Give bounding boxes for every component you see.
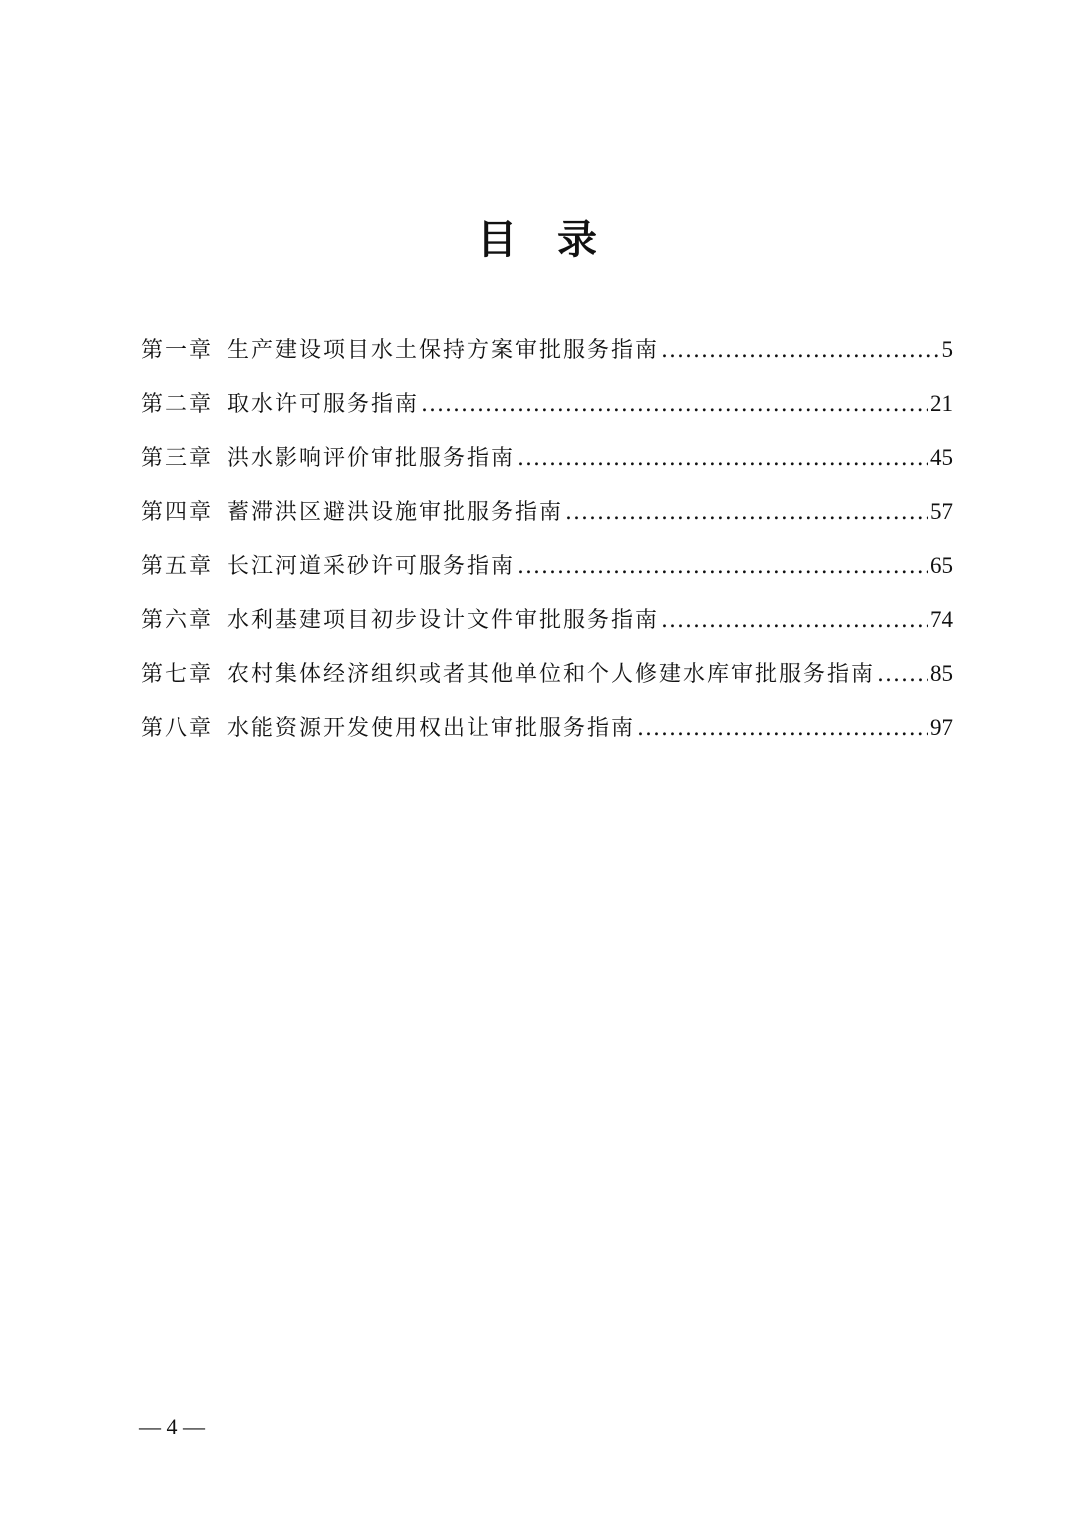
toc-entry-8[interactable] bbox=[141, 713, 953, 767]
toc-entry-4[interactable] bbox=[141, 497, 953, 551]
toc-dot-leader bbox=[661, 336, 939, 366]
toc-entry-title: 洪水影响评价审批服务指南 bbox=[227, 446, 516, 471]
toc-chapter-label: 第三章 bbox=[141, 446, 214, 471]
toc-entry-title: 农村集体经济组织或者其他单位和个人修建水库审批服务指南 bbox=[227, 662, 876, 687]
title-char-1: 目 bbox=[477, 216, 517, 263]
toc-entry-title: 水能资源开发使用权出让审批服务指南 bbox=[227, 716, 636, 741]
toc-entry-3[interactable] bbox=[141, 443, 953, 497]
toc-dot-leader bbox=[565, 498, 928, 528]
page-title bbox=[0, 212, 1074, 268]
toc-entry-2[interactable] bbox=[141, 389, 953, 443]
toc-chapter-label: 第二章 bbox=[141, 392, 214, 417]
toc-dot-leader bbox=[661, 606, 928, 636]
toc-page-number: 5 bbox=[941, 337, 953, 362]
toc-chapter-label: 第一章 bbox=[141, 338, 214, 363]
toc-entry-7[interactable] bbox=[141, 659, 953, 713]
toc-dot-leader bbox=[877, 660, 928, 690]
page-footer-number: — 4 — bbox=[139, 1414, 205, 1439]
toc-page-number: 57 bbox=[930, 499, 953, 524]
toc-entry-title: 取水许可服务指南 bbox=[227, 392, 420, 417]
toc-page-number: 85 bbox=[930, 661, 953, 686]
toc-page-number: 74 bbox=[930, 607, 953, 632]
toc-chapter-label: 第七章 bbox=[141, 662, 214, 687]
toc-dot-leader bbox=[421, 390, 928, 420]
table-of-contents bbox=[141, 335, 953, 767]
toc-chapter-label: 第八章 bbox=[141, 716, 214, 741]
toc-page-number: 65 bbox=[930, 553, 953, 578]
toc-chapter-label: 第四章 bbox=[141, 500, 214, 525]
toc-entry-title: 生产建设项目水土保持方案审批服务指南 bbox=[227, 338, 660, 363]
toc-page-number: 21 bbox=[930, 391, 953, 416]
toc-entry-5[interactable] bbox=[141, 551, 953, 605]
toc-entry-title: 蓄滞洪区避洪设施审批服务指南 bbox=[227, 500, 564, 525]
toc-entry-1[interactable] bbox=[141, 335, 953, 389]
toc-entry-title: 水利基建项目初步设计文件审批服务指南 bbox=[227, 608, 660, 633]
title-char-2: 录 bbox=[557, 216, 597, 263]
toc-page-number: 97 bbox=[930, 715, 953, 740]
toc-chapter-label: 第六章 bbox=[141, 608, 214, 633]
toc-entry-6[interactable] bbox=[141, 605, 953, 659]
toc-page-number: 45 bbox=[930, 445, 953, 470]
toc-dot-leader bbox=[637, 714, 928, 744]
toc-dot-leader bbox=[517, 444, 928, 474]
toc-dot-leader bbox=[517, 552, 928, 582]
toc-chapter-label: 第五章 bbox=[141, 554, 214, 579]
toc-entry-title: 长江河道采砂许可服务指南 bbox=[227, 554, 516, 579]
